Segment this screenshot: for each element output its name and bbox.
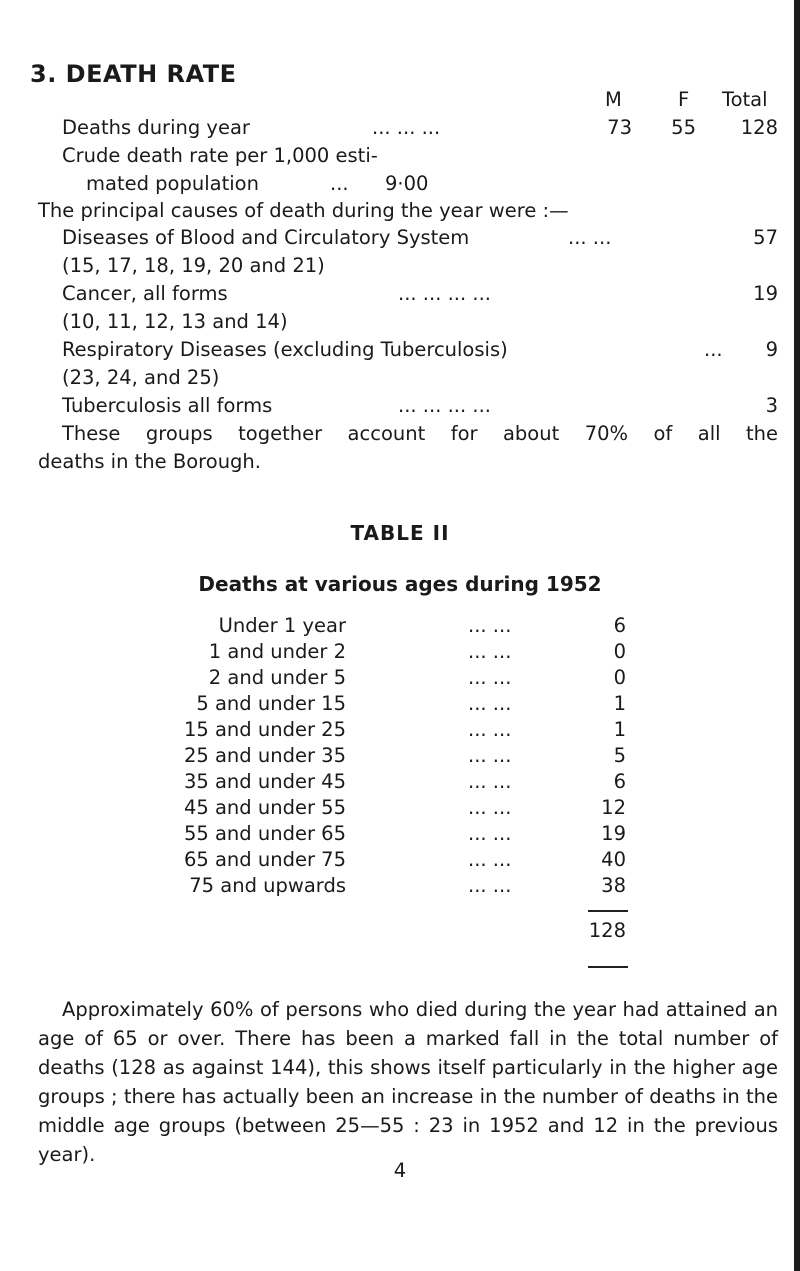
page-number: 4 [393,1159,407,1182]
age-row-label: Under 1 year [218,614,346,637]
age-row-label: 5 and under 15 [196,692,346,715]
crude-rate-line2: mated population [86,172,259,195]
cause-label: Respiratory Diseases (excluding Tuberculosis) [62,338,508,361]
cause-codes: (10, 11, 12, 13 and 14) [62,310,288,333]
age-row-leader: ... ... [468,770,512,793]
table-subtitle: Deaths at various ages during 1952 [198,572,602,596]
age-row-label: 35 and under 45 [183,770,346,793]
cause-value: 3 [765,394,778,417]
cause-leader: ... [704,338,723,361]
age-row-label: 65 and under 75 [183,848,346,871]
cause-leader: ... ... ... ... [398,394,491,417]
cause-label: Diseases of Blood and Circulatory System [62,226,470,249]
age-row-label: 55 and under 65 [183,822,346,845]
page-edge-shadow [794,0,800,1271]
closing-paragraph: Approximately 60% of persons who died during the year had attained an age of 65 or over. There has been a marked fall in the total number of deaths (128 as against 144), this shows itself particularly in the higher age groups ; there has actually been an increase in the number of deaths in the middle age groups (between 25—55 : 23 in 1952 and 12 in the previous year). [38,998,778,1166]
cause-value: 9 [765,338,778,361]
age-row-leader: ... ... [468,874,512,897]
age-row-leader: ... ... [468,666,512,689]
age-row-value: 0 [613,666,626,689]
age-row-value: 0 [613,640,626,663]
age-row-value: 38 [601,874,626,897]
age-row-label: 2 and under 5 [208,666,346,689]
cause-label: Tuberculosis all forms [62,394,273,417]
age-row-label: 75 and upwards [189,874,346,897]
age-row-leader: ... ... [468,848,512,871]
age-row-leader: ... ... [468,744,512,767]
deaths-row-m: 73 [607,116,632,139]
total-rule-top [588,910,628,912]
cause-label: Cancer, all forms [62,282,228,305]
col-header-total: Total [722,88,768,111]
age-row-leader: ... ... [468,822,512,845]
age-row-leader: ... ... [468,614,512,637]
age-row-leader: ... ... [468,718,512,741]
col-header-m: M [605,88,622,111]
cause-leader: ... ... ... ... [398,282,491,305]
table-title: TABLE II [350,521,450,545]
cause-value: 19 [753,282,778,305]
causes-intro: The principal causes of death during the year were :— [38,199,569,222]
cause-value: 57 [753,226,778,249]
age-row-leader: ... ... [468,640,512,663]
deaths-row-f: 55 [671,116,696,139]
age-row-value: 19 [601,822,626,845]
age-row-value: 6 [613,770,626,793]
age-row-value: 5 [613,744,626,767]
age-row-value: 1 [613,692,626,715]
age-row-label: 1 and under 2 [208,640,346,663]
deaths-row-total: 128 [740,116,778,139]
age-row-label: 45 and under 55 [183,796,346,819]
age-row-leader: ... ... [468,692,512,715]
cause-codes: (23, 24, and 25) [62,366,220,389]
cause-leader: ... ... [568,226,612,249]
groups-note-line2: deaths in the Borough. [38,450,261,473]
age-total: 128 [588,919,626,942]
crude-rate-leader: ... [330,172,349,195]
deaths-row-label: Deaths during year [62,116,250,139]
groups-note-line1: These groups together account for about 70% of all the [62,422,778,445]
age-row-value: 6 [613,614,626,637]
deaths-row-leader: ... ... ... [372,116,441,139]
age-row-value: 40 [601,848,626,871]
age-row-leader: ... ... [468,796,512,819]
col-header-f: F [678,88,690,111]
crude-rate-line1: Crude death rate per 1,000 esti- [62,144,378,167]
cause-codes: (15, 17, 18, 19, 20 and 21) [62,254,325,277]
total-rule-bottom [588,966,628,968]
age-row-label: 15 and under 25 [183,718,346,741]
age-row-value: 1 [613,718,626,741]
section-heading: 3. DEATH RATE [30,60,237,88]
crude-rate-value: 9·00 [385,172,429,195]
age-row-value: 12 [601,796,626,819]
age-row-label: 25 and under 35 [183,744,346,767]
